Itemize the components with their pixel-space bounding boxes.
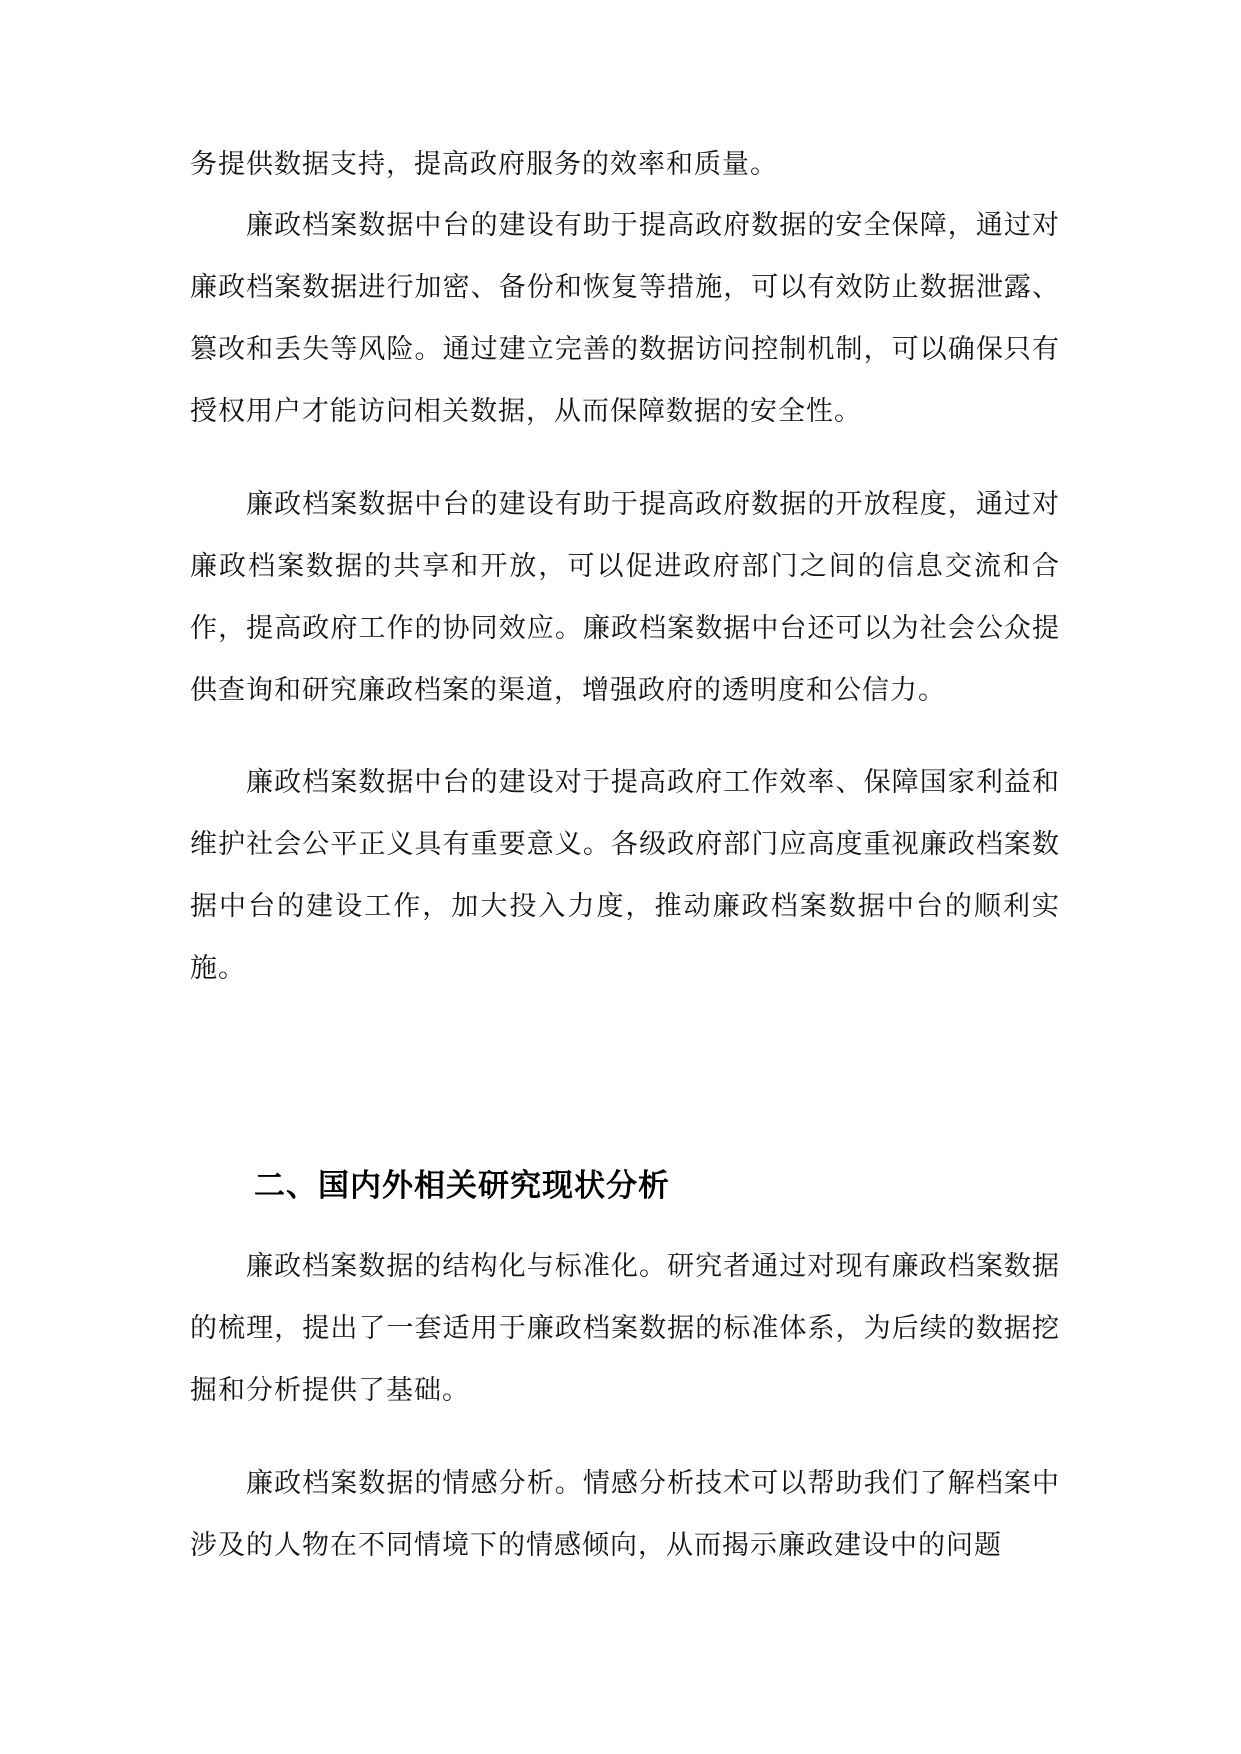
paragraph-significance: 廉政档案数据中台的建设对于提高政府工作效率、保障国家利益和维护社会公平正义具有重要意义。各级政府部门应高度重视廉政档案数据中台的建设工作，加大投入力度，推动廉政档案数据中台的顺利实施。 [190,767,1060,984]
section-heading: 二、国内外相关研究现状分析 [254,1168,670,1204]
paragraph-data-security: 廉政档案数据中台的建设有助于提高政府数据的安全保障，通过对廉政档案数据进行加密、备份和恢复等措施，可以有效防止数据泄露、篡改和丢失等风险。通过建立完善的数据访问控制机制，可以确保只有授权用户才能访问相关数据，从而保障数据的安全性。 [190,210,1060,427]
paragraph-data-openness: 廉政档案数据中台的建设有助于提高政府数据的开放程度，通过对廉政档案数据的共享和开放，可以促进政府部门之间的信息交流和合作，提高政府工作的协同效应。廉政档案数据中台还可以为社会公众提供查询和研究廉政档案的渠道，增强政府的透明度和公信力。 [190,489,1060,706]
paragraph-continuation: 务提供数据支持，提高政府服务的效率和质量。 [190,149,778,180]
paragraph-structuring: 廉政档案数据的结构化与标准化。研究者通过对现有廉政档案数据的梳理，提出了一套适用于廉政档案数据的标准体系，为后续的数据挖掘和分析提供了基础。 [190,1251,1060,1406]
paragraph-sentiment-analysis: 廉政档案数据的情感分析。情感分析技术可以帮助我们了解档案中涉及的人物在不同情境下的情感倾向，从而揭示廉政建设中的问题 [190,1468,1060,1561]
